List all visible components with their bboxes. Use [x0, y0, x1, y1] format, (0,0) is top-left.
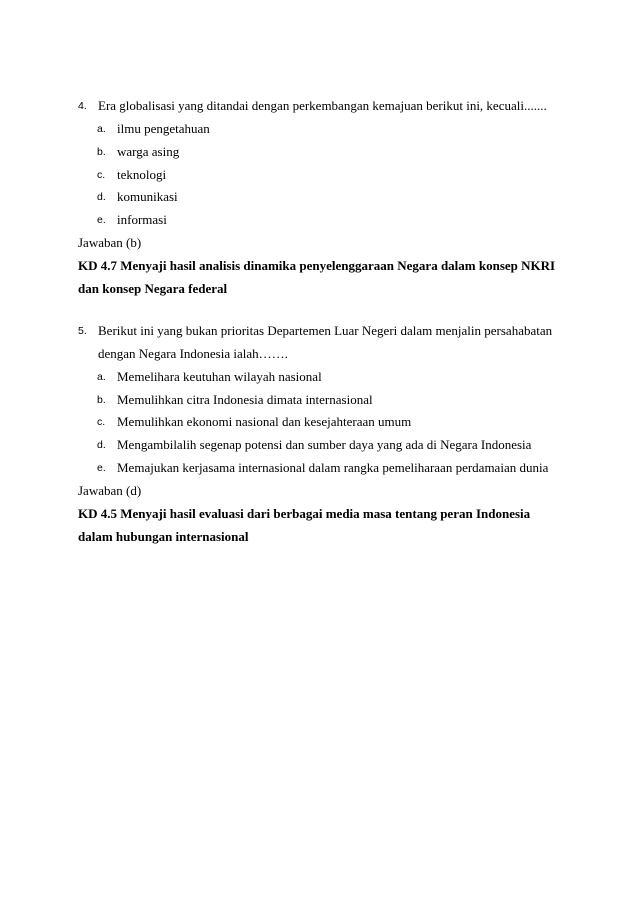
q5-option-b-letter: b.	[97, 394, 106, 406]
q4-option-a-letter: a.	[97, 123, 106, 135]
question-4-number: 4.	[78, 100, 87, 112]
q5-option-e-letter: e.	[97, 462, 106, 474]
kd-4-7-line-2: dan konsep Negara federal	[78, 281, 228, 296]
question-5-text-line-2: dengan Negara Indonesia ialah…….	[98, 346, 288, 361]
q5-option-c-text: Memulihkan ekonomi nasional dan kesejahteraan umum	[117, 414, 412, 429]
question-5-text-line-1: Berikut ini yang bukan prioritas Departemen Luar Negeri dalam menjalin persahabatan	[98, 323, 553, 338]
q5-option-d-letter: d.	[97, 439, 106, 451]
q4-option-a-text: ilmu pengetahuan	[117, 121, 210, 136]
q4-option-b-text: warga asing	[117, 144, 180, 159]
q5-answer: Jawaban (d)	[78, 483, 142, 498]
q5-option-c-letter: c.	[97, 416, 106, 428]
question-5-number: 5.	[78, 325, 87, 337]
q5-option-a-text: Memelihara keutuhan wilayah nasional	[117, 369, 322, 384]
q4-option-d-text: komunikasi	[117, 189, 178, 204]
kd-4-7-line-1: KD 4.7 Menyaji hasil analisis dinamika penyelenggaraan Negara dalam konsep NKRI	[78, 258, 556, 273]
kd-4-5-line-1: KD 4.5 Menyaji hasil evaluasi dari berbagai media masa tentang peran Indonesia	[78, 506, 531, 521]
q4-option-e-letter: e.	[97, 214, 106, 226]
q4-option-e-text: informasi	[117, 212, 167, 227]
q4-option-c-text: teknologi	[117, 167, 167, 182]
q5-option-e-text: Memajukan kerjasama internasional dalam rangka pemeliharaan perdamaian dunia	[117, 460, 549, 475]
q4-option-b-letter: b.	[97, 146, 106, 158]
question-4-text: Era globalisasi yang ditandai dengan perkembangan kemajuan berikut ini, kecuali.......	[98, 98, 547, 113]
q5-option-d-text: Mengambilalih segenap potensi dan sumber daya yang ada di Negara Indonesia	[117, 437, 532, 452]
q5-option-b-text: Memulihkan citra Indonesia dimata internasional	[117, 392, 373, 407]
q4-answer: Jawaban (b)	[78, 235, 142, 250]
q4-option-c-letter: c.	[97, 169, 106, 181]
q5-option-a-letter: a.	[97, 371, 106, 383]
q4-option-d-letter: d.	[97, 191, 106, 203]
kd-4-5-line-2: dalam hubungan internasional	[78, 529, 249, 544]
